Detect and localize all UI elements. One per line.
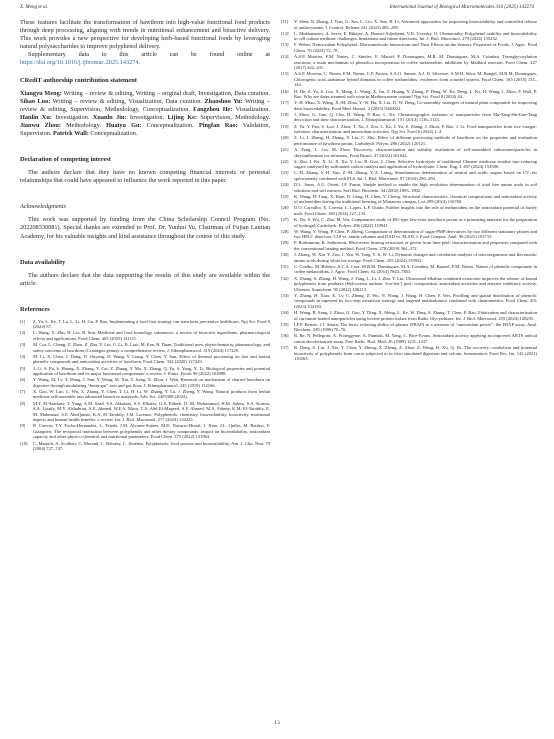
reference-number: [37] bbox=[281, 345, 289, 351]
reference-number: [16] bbox=[281, 88, 289, 94]
reference-number: [12] bbox=[281, 30, 289, 36]
reference-item[interactable] bbox=[281, 71, 537, 88]
reference-item[interactable] bbox=[281, 205, 537, 216]
reference-text: Y.-H. Miao, X. Wang, X.-M. Zhao, Y.-W. Hu, X. Liu, D.-W. Deng, Co-assembly strategies of natural plant compounds for improving their bioavailability, Food Med. Homol. 2 (2025) 9420022. bbox=[294, 100, 537, 111]
reference-number: [22] bbox=[281, 158, 289, 164]
reference-text: D.L. Jones, A.G. Owen, J.F. Farrar, Simple method to enable the high resolution determination of total free amino acids in soil solutions and soil extracts, Soil Biol. Biochem. 34 (2002) 1893–1902. bbox=[294, 182, 537, 193]
reference-number: [24] bbox=[281, 182, 289, 188]
reference-text: J. Zhou, G. Gao, Q. Chu, H. Wang, P. Rao, L. Ke, Chromatographic isolation of nanoparticles from Ma-Xing-Shi-Gan-Tang decoction and their characterization, J. Ethnopharmacol. 151 (2014) 1116–1123. bbox=[294, 111, 537, 123]
reference-text: R. Re, N. Pellegrini, A. Proteggente, A. Pannala, M. Yang, C. Rice-Evans, Antioxidant activity applying an improved ABTS radical cation decolorization assay, Free Radic. Biol. Med. 26 (1999) 1231–1237. bbox=[294, 333, 537, 344]
reference-text: Y. Zhang, H. Xiao, X. Lv, C. Zheng, Z. Wu, N. Wang, J. Wang, H. Chen, F. Wei, Profiling and spatial distribution of phenolic compounds in rapeseed by two-step extraction strategy and targeted metabolomics combined with chemometrics, Food Chem. 401 (2023) 134193. bbox=[294, 292, 537, 309]
reference-text: P. Rodsamran, R. Sothornvit, Microwave heating extraction of pectin from lime peel: characterization and properties compared with the conventional heating method, Food Chem. 278 (2019) 364–372. bbox=[294, 240, 537, 252]
reference-item[interactable] bbox=[281, 159, 537, 170]
reference-number: [21] bbox=[281, 146, 289, 152]
reference-item[interactable] bbox=[20, 330, 270, 341]
reference-item[interactable] bbox=[281, 345, 537, 362]
reference-item[interactable] bbox=[281, 217, 537, 228]
credit-heading: CRediT authorship contribution statement bbox=[20, 76, 137, 84]
reference-text: K. Wang, H. Tang, X. Bian, D. Geng, H. Chen, Y. Cheng, Structural characteristics, chemical compositions and antioxidant activity of melanoidins during the traditional brewing of Monascus vinegar, Lwt 209 (2024) 116760. bbox=[294, 193, 537, 205]
reference-item[interactable] bbox=[281, 276, 537, 293]
left-column bbox=[20, 19, 270, 452]
reference-item[interactable] bbox=[20, 389, 270, 400]
reference-item[interactable] bbox=[281, 112, 537, 123]
reference-item[interactable] bbox=[281, 240, 537, 251]
reference-text: M. Cui, L. Cheng, Z. Zhou, Z. Zhu, Y. Liu, C. Li, B. Liao, M. Fan, B. Duan, Traditional uses, phytochemistry, pharmacology, and safety concerns of hawthorn (Crataegus genus): a comprehensive review, J. Ethnopharmacol. 319 (2024) 117229. bbox=[33, 342, 270, 353]
reference-item[interactable] bbox=[281, 54, 537, 71]
reference-item[interactable] bbox=[20, 354, 270, 365]
reference-text: J. Li, S. Pu, S. Huang, X. Zhang, Y. Cai, Z. Zhang, Y. Ma, X. Zhang, Q. Yu, S. Yang, X. Li, Biological properties and potential application of hawthorn and its major functional components: a review, J. Funct. Foods 90 (2022) 104988. bbox=[33, 365, 270, 377]
reference-number: [3] bbox=[20, 342, 26, 348]
data-availability-text: The authors declare that the data supporting the results of this study are available within the article. bbox=[20, 271, 270, 287]
reference-item[interactable] bbox=[20, 319, 270, 330]
reference-number: [18] bbox=[281, 111, 289, 117]
reference-number: [5] bbox=[20, 365, 26, 371]
declaration-heading: Declaration of competing interest bbox=[20, 156, 111, 164]
reference-text: M. Li, X. Chen, J. Deng, D. Ouyang, D. Wang, Y. Liang, Y. Chen, Y. Sun, Effect of thermal processing on free and bound phenolic compounds and antioxidant activities of hawthorn, Food Chem. 332 (2020) 127429. bbox=[33, 353, 270, 365]
reference-number: [11] bbox=[281, 19, 289, 24]
reference-item[interactable] bbox=[281, 293, 537, 310]
acknowledgments-heading: Acknowledgments bbox=[20, 203, 67, 211]
reference-number: [9] bbox=[20, 423, 26, 429]
reference-item[interactable] bbox=[281, 229, 537, 240]
data-availability-heading: Data availability bbox=[20, 258, 66, 266]
reference-number: [23] bbox=[281, 170, 289, 176]
reference-item[interactable] bbox=[281, 42, 537, 53]
reference-text: D.O. Carvalho, E. Correia, L. Lopes, L.F. Guido, Further insights into the role of melanoidins on the antioxidant potential of barley malt, Food Chem. 160 (2014) 127–133. bbox=[294, 205, 537, 216]
reference-number: [15] bbox=[281, 71, 289, 77]
reference-text: X. Zhang, S. Zhang, H. Wang, J. Yang, L. Li, J. Zhu, Y. Liu, Ultrasound-alkaline combined extraction improves the release of bound polyphenols from pitahaya (Hylocereus undatus ‘foo-lon’) peel: composition, antioxidant activities and enzyme inhibitory activity, Ultrason. Sonochem. 90 (2022) 106213. bbox=[294, 275, 537, 292]
reference-text: Y. Shen, N. Zhang, J. Tian, G. Xin, L. Liu, X. Sun, B. Li, Advanced approaches for improving bioavailability and controlled release of anthocyanins, J. Control. Release 341 (2022) 285–299. bbox=[294, 19, 537, 30]
reference-item[interactable] bbox=[281, 100, 537, 111]
page-number: 13 bbox=[274, 720, 280, 726]
reference-item[interactable] bbox=[281, 333, 537, 344]
reference-item[interactable] bbox=[20, 441, 270, 452]
reference-number: [26] bbox=[281, 205, 289, 211]
reference-number: [4] bbox=[20, 353, 26, 359]
reference-number: [6] bbox=[20, 377, 26, 383]
references-list-right bbox=[281, 19, 537, 362]
reference-item[interactable] bbox=[281, 194, 537, 205]
reference-number: [8] bbox=[20, 400, 26, 406]
reference-text: A. Feng, L. Lin, M. Zhou, Discovery, characterization and stability evaluation of self-assembled cubosomes/particles in chrysanthemum tea infusions, Food Biosci. 47 (2022) 101642. bbox=[294, 146, 537, 158]
running-head-journal: International Journal of Biological Macromolecules 310 (2025) 143274 bbox=[389, 5, 534, 10]
reference-number: [30] bbox=[281, 252, 289, 258]
reference-text: H. He, Z. Yu, S. Luo, X. Meng, L. Wang, X. Jin, Z. Huang, Y. Zhang, P. Deng, W. Ke, Deng, L. Ke, H. Wang, J. Zhou, P. Wall, P. Rao, Why are dates steamed with wine in Mediterranean cuisine? Npj Sci. Food 8 (2024) 44. bbox=[294, 88, 537, 100]
reference-text: W. Wang, Y. Wang, P. Chen, F. Zheng, Comparison of determination of sugar-PMP derivatives by two different stationary phases and two HPLC detectors: C18 vs. amide columns and DAD vs. ELSD, J. Food Compos. Anal. 96 (2021) 103715. bbox=[294, 228, 537, 240]
reference-number: [27] bbox=[281, 217, 289, 223]
reference-number: [2] bbox=[20, 330, 26, 336]
reference-text: L. Mukhametov, A. Sezer, E. Bikajee, A. Hounsi-Adjedjemi, V.N. Uversky, O. Olumuoniby, Polyphenol stability and bioavailability in cell culture medium: challenges, limitations and future directions, Int. J. Biol. Macromol. 279 (2024) 135232. bbox=[294, 30, 537, 42]
reference-text: M.T. El-Saadony, T. Yang, A.M. Saad, S.S. Alkafaas, S.S. Elkafas, G.S. Eldeeb, D. M. Mohammed, H.M. Salem, S.A. Korma, S.A. Loutfy, M.Y. Alshahran, A.E. Ahmed, W.F.A. Mosa, T.A. Abd El-Mageed, A.F. Ahmed, M.A. Fahmy, K.M. El-Tarabily, E. M. Mahmoud, S.F. AbuQamar, K.A. El-Tarabily, J.M. Lorenzo, Polyphenols: chemistry, bioavailability, bioactivity, nutritional aspects and human health benefits: a review, Int. J. Biol. Macromol. 277 (2024) 134223. bbox=[33, 400, 270, 423]
reference-item[interactable] bbox=[20, 401, 270, 423]
reference-item[interactable] bbox=[281, 89, 537, 100]
reference-item[interactable] bbox=[281, 31, 537, 42]
reference-text: A.S.P. Moreira, F.M. Nunes, C. Simões, E. Maciel, P. Domingues, M.R. M. Domingues, M.A. Coimbra, Transglycosylation reactions, a main mechanism of phenolics incorporation in coffee melanoidins: inhibition by Maillard reaction, Food Chem. 227 (2017) 422–431. bbox=[294, 54, 537, 71]
reference-item[interactable] bbox=[281, 322, 537, 333]
reference-number: [7] bbox=[20, 388, 26, 394]
reference-text: K. Du, S. Wu, C. Zhu, M. Wu, Comparative study of HG-type low-ester hawthorn pectin as a promising material for the preparation of hydrogel, Carbohydr. Polym. 296 (2022) 119941. bbox=[294, 217, 537, 228]
reference-item[interactable] bbox=[281, 147, 537, 158]
reference-number: [10] bbox=[20, 440, 28, 446]
reference-text: C. Manach, A. Scalbert, C. Morand, C. Rémésy, L. Jiménez, Polyphenols: food sources and bioavailability, Am. J. Clin. Nutr. 79 (2004) 727–747. bbox=[33, 440, 270, 452]
supplementary-note bbox=[20, 51, 270, 67]
supplementary-text: Supplementary data to this article can be found online at bbox=[28, 51, 270, 59]
reference-text: Z. Yu, L. Ke, T. Lu, L. Li, H. Gu, P. Rao, Implementing a food first strategy can transform preventive healthcare, Npj Sci. Food 8 (2024) 57. bbox=[33, 318, 270, 330]
reference-text: B. Cuevas, T.Y. Fochs-Hernandez, L. Tejeda, J.M. Álvarez-Suárez, M.D. Navarro-Hortal, J. Xiao, J.L. Quiles, M. Battino, F. Giampieri, The reciprocal interaction between polyphenols and other dietary compounds: impact on bioavailability, antioxidant capacity and other physico-chemical and nutritional parameters, Food Chem. 375 (2022) 131904. bbox=[33, 423, 270, 440]
acknowledgments-text: This work was supported by funding from the China Scholarship Council Program (No. 202208330081). Special thanks are extended to Prof. Dr. Yunhui Yu, Chairman of Fujian Lantian Academy, for his valuable insights and kind assistance throughout the course of this study. bbox=[20, 216, 270, 240]
reference-item[interactable] bbox=[281, 252, 537, 263]
reference-number: [20] bbox=[281, 135, 289, 141]
reference-item[interactable] bbox=[20, 423, 270, 440]
reference-item[interactable] bbox=[20, 377, 270, 388]
reference-text: I.F.F. Benzie, J.J. Strain, The ferric reducing ability of plasma (FRAP) as a measure of “antioxidant power”: the FRAP assay, Anal. Biochem. 239 (1996) 70–76. bbox=[294, 321, 537, 333]
reference-item[interactable] bbox=[281, 170, 537, 181]
reference-text: Z. Li, J. Zhang, H. Zhang, Y. Liu, C. Zhu, Effect of different processing methods of hawthorn on the properties and evaluation performance of hawthorn pectin, Carbohydr. Polym. 286 (2022) 120121. bbox=[294, 135, 537, 146]
reference-text: Z. Yu, Y. Fan, S. Luo, J. Zhou, T. Xu, J. Zou, L. Ke, J. Yu, S. Zhang, J. Zhou, P. Rao, J. Li, Food nanoparticles from rice vinegar: isolation, characterization, and antioxidant activities, Npj Sci. Food 6 (2022) 1–4. bbox=[294, 123, 537, 135]
reference-number: [29] bbox=[281, 240, 289, 246]
reference-text: A.S.P. Moreira, C. Nunes, F.M. Nunes, C.P. Passos, S.A.O. Santos, A.J. D. Silvestre, A.M.H. Silva, M. Rangel, M.R.M. Domingues, Chlorogenic acid–arabinose hybrid domains in coffee melanoidins: evidences from a model system, Food Chem. 185 (2015) 135–144. bbox=[294, 71, 537, 88]
credit-statement: Xiangyu Meng: Writing – review & editing, Writing – original draft, Investigation, Data curation. Sihao Luo: Writing – review & editing, Visualization, Data curation. Zhaoshuo Yu: Writing – review & editing, Supervision, Methodology, Conceptualization. Fangzhou He: Visualization. Hanlin Xu: Investigation. Xuanlu Jin: Investigation. Lijing Ke: Supervision, Methodology. Jianwu Zhou: Methodology. Huaiyu Gu: Conceptualization. Pingfan Rao: Validation, Supervision. Patrick Wall: Conceptualization. bbox=[20, 89, 271, 138]
reference-text: H. Wang, B. Song, J. Zhou, G. Guo, Y. Ding, X. Meng, L. Ke, W. Ding, S. Zhang, T. Chen, P. Rao, Fabrication and characterization of curcumin-loaded nanoparticles using bovine protein isolate from Radix Glycyrrhizae, Int. J. Biol. Macromol. 255 (2024) 128235. bbox=[294, 310, 537, 321]
supplementary-doi-link[interactable]: https://doi.org/10.1016/j.ijbiomac.2025.143274 bbox=[20, 59, 139, 67]
reference-item[interactable] bbox=[281, 19, 537, 30]
references-heading: References bbox=[20, 305, 50, 313]
reference-number: [17] bbox=[281, 100, 289, 106]
reference-number: [25] bbox=[281, 193, 289, 199]
reference-number: [14] bbox=[281, 54, 289, 60]
reference-item[interactable] bbox=[281, 310, 537, 321]
conclusion-paragraph: These features facilitate the transformation of hawthorn into high-value functional food products through deep processing, aligning with trends in nutritional enhancement and bioactive delivery. This work provides a new perspective for developing herb-based functional foods by leveraging natural polysaccharides to improve polyphenol delivery. bbox=[20, 19, 270, 51]
reference-number: [19] bbox=[281, 123, 289, 129]
reference-item[interactable] bbox=[20, 342, 270, 353]
reference-number: [1] bbox=[20, 318, 26, 324]
running-head-authors: X. Meng et al. bbox=[20, 5, 49, 10]
reference-item[interactable] bbox=[20, 366, 270, 377]
reference-number: [32] bbox=[281, 275, 289, 281]
reference-text: S. Zhu, J. Ke, X. Li, X. Xu, Y. Liu, B. Guo, J. Chen, Selective hydrolysis of traditional Chinese medicine residue into reducing sugars catalysed by sulfonated carbon catalyst and application of hydrolysate, Chem. Eng. J. 497 (2024) 154586. bbox=[294, 158, 537, 170]
references-list-left bbox=[20, 319, 270, 452]
reference-number: [34] bbox=[281, 310, 289, 315]
reference-number: [35] bbox=[281, 321, 289, 327]
reference-text: X. Gao, W. Luo, L. Wu, X. Zhang, Y. Chen, T. Li, H. Li, W. Zhang, Y. Lu, J. Zheng, Y. Wang, Natural products from herbal medicine self-assemble into advanced bioactive materials, Adv. Sci. 2403388 (2024). bbox=[33, 388, 270, 400]
reference-number: [28] bbox=[281, 228, 289, 234]
supplementary-tail: . bbox=[138, 59, 141, 67]
declaration-text: The authors declare that they have no known competing financial interests or personal relationships that could have appeared to influence the work reported in this paper. bbox=[20, 169, 270, 185]
reference-item[interactable] bbox=[281, 124, 537, 135]
reference-text: C. Coelho, M. Ribeiro, A.C.S. Cruz, M.R.M. Domingues, M.A. Coimbra, M. Bunzel, F.M. Nunes, Nature of phenolic compounds in coffee melanoidins, J. Agric. Food Chem. 62 (2014) 7843–7853. bbox=[294, 263, 537, 275]
reference-number: [36] bbox=[281, 333, 289, 339]
reference-item[interactable] bbox=[281, 135, 537, 146]
reference-number: [33] bbox=[281, 292, 289, 298]
reference-text: C.-H. Zhang, Y.-H. Yun, Z.-M. Zhang, Y.-Z. Liang, Simultaneous determination of neutral and acidic sugars based on UV–vis spectrometry combined with PLS, Int. J. Biol. Macromol. 87 (2016) 290–294. bbox=[294, 170, 537, 181]
reference-item[interactable] bbox=[281, 182, 537, 193]
reference-text: J. Zhang, W. Xin, Y. Zou, J. Yan, W. Tang, Y. Ji, W. Li, Dynamic changes and correlation analysis of microorganisms and flavonoids/ amino acids during white tea storage, Food Chem. 455 (2024) 139932. bbox=[294, 252, 537, 263]
reference-number: [13] bbox=[281, 42, 289, 48]
reference-number: [31] bbox=[281, 263, 289, 269]
reference-text: L. Wang, X. Zhu, H. Liu, B. Sun, Medicine and food homology substances: a review of bioactive ingredients, pharmacological effects and applications, Food Chem. 463 (2025) 141111. bbox=[33, 330, 270, 342]
reference-text: F. Weber, Noncovalent Polyphenol–Macromolecule Interactions and Their Effects on the Sensory Properties of Foods, J. Agric. Food Chem. 70 (2022) 72–78. bbox=[294, 42, 537, 53]
reference-text: R. Deng, S. Liu, J. Xie, Y. Chen, Y. Zheng, X. Zheng, Z. Zhao, Z. Wang, H. Xu, Q. Yu, The recovery, catabolism and potential bioactivity of polyphenols from carrot subjected to in vitro simulated digestion and colonic fermentation, Food Res. Int. 143 (2021) 110263. bbox=[294, 345, 537, 362]
reference-text: Y. Wang, M. Lv, T. Wang, J. Sun, Y. Wang, M. Xia, Y. Jiang, X. Zhou, J. Wan, Research on mechanism of charred hawthorn on digestive through modulating “brain-gut” axis and gut flora, J. Ethnopharmacol. 245 (2019) 112166. bbox=[33, 377, 270, 388]
reference-item[interactable] bbox=[281, 264, 537, 275]
